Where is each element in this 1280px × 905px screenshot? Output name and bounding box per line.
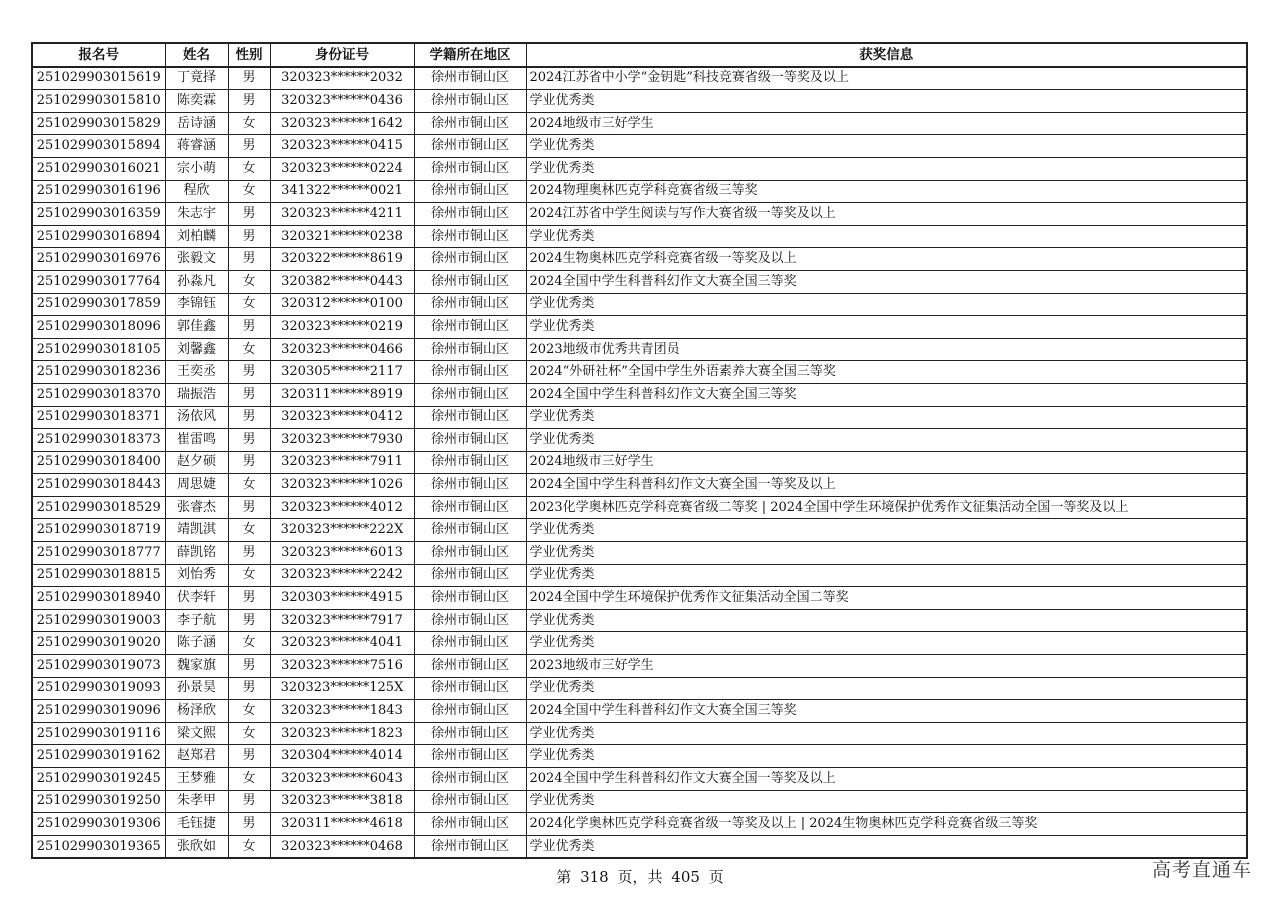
table-row [32, 655, 1247, 678]
cell-reg-no: 251029903018443 [32, 474, 165, 497]
cell-award: 学业优秀类 [526, 722, 1247, 745]
table-row [32, 203, 1247, 226]
cell-reg-no: 251029903019245 [32, 768, 165, 791]
cell-region: 徐州市铜山区 [414, 722, 526, 745]
cell-region: 徐州市铜山区 [414, 225, 526, 248]
cell-name: 王奕丞 [165, 361, 228, 384]
cell-award: 2024化学奥林匹克学科竞赛省级一等奖及以上 | 2024生物奥林匹克学科竞赛省级三等奖 [526, 813, 1247, 836]
table-row [32, 542, 1247, 565]
cell-award: 2024“外研社杯”全国中学生外语素养大赛全国三等奖 [526, 361, 1247, 384]
cell-id-no: 320323******3818 [270, 790, 414, 813]
cell-name: 孙景昊 [165, 677, 228, 700]
cell-name: 薛凯铭 [165, 542, 228, 565]
cell-name: 岳诗涵 [165, 112, 228, 135]
cell-award: 2024物理奥林匹克学科竞赛省级三等奖 [526, 180, 1247, 203]
cell-award: 学业优秀类 [526, 835, 1247, 858]
cell-name: 陈奕霖 [165, 90, 228, 113]
table-row [32, 293, 1247, 316]
watermark-text: 高考直通车 [1151, 859, 1252, 881]
cell-region: 徐州市铜山区 [414, 451, 526, 474]
cell-gender: 男 [228, 655, 270, 678]
cell-id-no: 320323******2032 [270, 67, 414, 90]
cell-region: 徐州市铜山区 [414, 429, 526, 452]
cell-award: 学业优秀类 [526, 677, 1247, 700]
col-header-region: 学籍所在地区 [414, 43, 526, 67]
cell-reg-no: 251029903019093 [32, 677, 165, 700]
cell-gender: 男 [228, 496, 270, 519]
cell-id-no: 320323******4012 [270, 496, 414, 519]
cell-name: 杨泽欣 [165, 700, 228, 723]
footer-suffix: 页 [708, 868, 724, 886]
cell-name: 孙淼凡 [165, 270, 228, 293]
col-header-award: 获奖信息 [526, 43, 1247, 67]
cell-reg-no: 251029903017764 [32, 270, 165, 293]
cell-reg-no: 251029903018400 [32, 451, 165, 474]
cell-name: 毛钰捷 [165, 813, 228, 836]
table-row [32, 474, 1247, 497]
cell-name: 梁文熙 [165, 722, 228, 745]
table-row [32, 519, 1247, 542]
cell-gender: 女 [228, 700, 270, 723]
cell-id-no: 320323******6043 [270, 768, 414, 791]
cell-id-no: 320303******4915 [270, 587, 414, 610]
table-row [32, 496, 1247, 519]
cell-award: 学业优秀类 [526, 316, 1247, 339]
cell-reg-no: 251029903019020 [32, 632, 165, 655]
cell-reg-no: 251029903018815 [32, 564, 165, 587]
cell-reg-no: 251029903016976 [32, 248, 165, 271]
cell-gender: 男 [228, 361, 270, 384]
cell-name: 程欣 [165, 180, 228, 203]
cell-id-no: 320382******0443 [270, 270, 414, 293]
table-row [32, 587, 1247, 610]
table-row [32, 745, 1247, 768]
cell-award: 2023化学奥林匹克学科竞赛省级二等奖 | 2024全国中学生环境保护优秀作文征集活动全国一等奖及以上 [526, 496, 1247, 519]
cell-gender: 男 [228, 677, 270, 700]
cell-region: 徐州市铜山区 [414, 496, 526, 519]
table-row [32, 180, 1247, 203]
table-row [32, 248, 1247, 271]
cell-name: 朱孝甲 [165, 790, 228, 813]
cell-name: 张毅文 [165, 248, 228, 271]
cell-id-no: 320323******0224 [270, 157, 414, 180]
cell-gender: 女 [228, 835, 270, 858]
cell-id-no: 320323******1026 [270, 474, 414, 497]
cell-award: 2024江苏省中学生阅读与写作大赛省级一等奖及以上 [526, 203, 1247, 226]
cell-gender: 女 [228, 768, 270, 791]
cell-region: 徐州市铜山区 [414, 813, 526, 836]
cell-gender: 男 [228, 429, 270, 452]
cell-id-no: 320304******4014 [270, 745, 414, 768]
cell-award: 2024江苏省中小学“金钥匙”科技竞赛省级一等奖及以上 [526, 67, 1247, 90]
cell-region: 徐州市铜山区 [414, 564, 526, 587]
cell-id-no: 320323******0466 [270, 338, 414, 361]
cell-name: 靖凯淇 [165, 519, 228, 542]
footer-mid: 页，共 [617, 868, 663, 886]
cell-award: 学业优秀类 [526, 542, 1247, 565]
cell-id-no: 320323******6013 [270, 542, 414, 565]
table-row [32, 609, 1247, 632]
cell-gender: 男 [228, 90, 270, 113]
cell-reg-no: 251029903019365 [32, 835, 165, 858]
cell-region: 徐州市铜山区 [414, 655, 526, 678]
cell-gender: 男 [228, 135, 270, 158]
table-row [32, 564, 1247, 587]
cell-gender: 男 [228, 67, 270, 90]
cell-award: 2024全国中学生科普科幻作文大赛全国三等奖 [526, 270, 1247, 293]
cell-gender: 女 [228, 157, 270, 180]
cell-id-no: 320323******1642 [270, 112, 414, 135]
cell-id-no: 341322******0021 [270, 180, 414, 203]
cell-reg-no: 251029903019073 [32, 655, 165, 678]
cell-reg-no: 251029903018529 [32, 496, 165, 519]
cell-id-no: 320323******125X [270, 677, 414, 700]
cell-award: 学业优秀类 [526, 90, 1247, 113]
cell-reg-no: 251029903019003 [32, 609, 165, 632]
col-header-reg-no: 报名号 [32, 43, 165, 67]
cell-id-no: 320323******2242 [270, 564, 414, 587]
cell-gender: 女 [228, 270, 270, 293]
table-row [32, 338, 1247, 361]
cell-gender: 女 [228, 632, 270, 655]
cell-id-no: 320323******7930 [270, 429, 414, 452]
table-row [32, 677, 1247, 700]
cell-award: 2024生物奥林匹克学科竞赛省级一等奖及以上 [526, 248, 1247, 271]
cell-id-no: 320323******7917 [270, 609, 414, 632]
cell-id-no: 320311******8919 [270, 383, 414, 406]
cell-award: 2024全国中学生科普科幻作文大赛全国三等奖 [526, 700, 1247, 723]
cell-name: 李子航 [165, 609, 228, 632]
cell-region: 徐州市铜山区 [414, 270, 526, 293]
cell-name: 张欣如 [165, 835, 228, 858]
cell-region: 徐州市铜山区 [414, 112, 526, 135]
cell-name: 汤依风 [165, 406, 228, 429]
cell-gender: 男 [228, 316, 270, 339]
cell-award: 学业优秀类 [526, 225, 1247, 248]
table-row [32, 67, 1247, 90]
table-row [32, 700, 1247, 723]
col-header-id-no: 身份证号 [270, 43, 414, 67]
cell-gender: 男 [228, 813, 270, 836]
cell-id-no: 320323******0412 [270, 406, 414, 429]
cell-id-no: 320323******4211 [270, 203, 414, 226]
cell-name: 宗小萌 [165, 157, 228, 180]
total-page-count: 405 [671, 868, 700, 886]
cell-award: 2023地级市优秀共青团员 [526, 338, 1247, 361]
cell-gender: 女 [228, 338, 270, 361]
col-header-gender: 性别 [228, 43, 270, 67]
cell-reg-no: 251029903015619 [32, 67, 165, 90]
cell-id-no: 320323******0436 [270, 90, 414, 113]
table-row [32, 270, 1247, 293]
cell-award: 2024地级市三好学生 [526, 451, 1247, 474]
cell-gender: 男 [228, 225, 270, 248]
cell-id-no: 320323******7911 [270, 451, 414, 474]
cell-reg-no: 251029903019162 [32, 745, 165, 768]
table-row [32, 361, 1247, 384]
table-row [32, 225, 1247, 248]
cell-reg-no: 251029903016894 [32, 225, 165, 248]
cell-region: 徐州市铜山区 [414, 180, 526, 203]
table-header-row [32, 43, 1247, 67]
cell-name: 郭佳鑫 [165, 316, 228, 339]
cell-name: 刘怡秀 [165, 564, 228, 587]
cell-award: 学业优秀类 [526, 632, 1247, 655]
cell-region: 徐州市铜山区 [414, 90, 526, 113]
table-row [32, 316, 1247, 339]
cell-reg-no: 251029903016196 [32, 180, 165, 203]
cell-reg-no: 251029903018719 [32, 519, 165, 542]
cell-award: 学业优秀类 [526, 519, 1247, 542]
cell-award: 学业优秀类 [526, 406, 1247, 429]
cell-gender: 女 [228, 112, 270, 135]
table-row [32, 429, 1247, 452]
table-row [32, 768, 1247, 791]
cell-region: 徐州市铜山区 [414, 338, 526, 361]
cell-region: 徐州市铜山区 [414, 361, 526, 384]
cell-gender: 男 [228, 406, 270, 429]
cell-reg-no: 251029903018777 [32, 542, 165, 565]
cell-id-no: 320323******0219 [270, 316, 414, 339]
cell-id-no: 320321******0238 [270, 225, 414, 248]
cell-id-no: 320312******0100 [270, 293, 414, 316]
cell-reg-no: 251029903018105 [32, 338, 165, 361]
cell-id-no: 320323******1823 [270, 722, 414, 745]
cell-id-no: 320311******4618 [270, 813, 414, 836]
cell-reg-no: 251029903015894 [32, 135, 165, 158]
cell-gender: 男 [228, 587, 270, 610]
col-header-name: 姓名 [165, 43, 228, 67]
current-page-number: 318 [580, 868, 609, 886]
cell-id-no: 320305******2117 [270, 361, 414, 384]
cell-reg-no: 251029903016021 [32, 157, 165, 180]
cell-region: 徐州市铜山区 [414, 67, 526, 90]
cell-region: 徐州市铜山区 [414, 519, 526, 542]
cell-name: 刘柏麟 [165, 225, 228, 248]
table-row [32, 406, 1247, 429]
cell-region: 徐州市铜山区 [414, 745, 526, 768]
cell-region: 徐州市铜山区 [414, 587, 526, 610]
table-row [32, 722, 1247, 745]
cell-reg-no: 251029903015829 [32, 112, 165, 135]
cell-reg-no: 251029903018236 [32, 361, 165, 384]
cell-region: 徐州市铜山区 [414, 293, 526, 316]
cell-gender: 男 [228, 203, 270, 226]
cell-region: 徐州市铜山区 [414, 677, 526, 700]
cell-reg-no: 251029903015810 [32, 90, 165, 113]
cell-gender: 女 [228, 519, 270, 542]
cell-id-no: 320323******0415 [270, 135, 414, 158]
table-row [32, 451, 1247, 474]
cell-reg-no: 251029903019096 [32, 700, 165, 723]
cell-name: 伏李轩 [165, 587, 228, 610]
cell-id-no: 320323******222X [270, 519, 414, 542]
cell-name: 朱志宇 [165, 203, 228, 226]
cell-award: 学业优秀类 [526, 293, 1247, 316]
cell-award: 学业优秀类 [526, 564, 1247, 587]
cell-region: 徐州市铜山区 [414, 474, 526, 497]
cell-award: 学业优秀类 [526, 429, 1247, 452]
cell-gender: 男 [228, 609, 270, 632]
table-row [32, 632, 1247, 655]
cell-name: 丁竟择 [165, 67, 228, 90]
cell-gender: 男 [228, 745, 270, 768]
cell-id-no: 320323******7516 [270, 655, 414, 678]
table-row [32, 157, 1247, 180]
table-row [32, 90, 1247, 113]
cell-award: 学业优秀类 [526, 609, 1247, 632]
cell-id-no: 320322******8619 [270, 248, 414, 271]
cell-region: 徐州市铜山区 [414, 700, 526, 723]
cell-award: 2024全国中学生科普科幻作文大赛全国一等奖及以上 [526, 768, 1247, 791]
cell-region: 徐州市铜山区 [414, 135, 526, 158]
cell-region: 徐州市铜山区 [414, 768, 526, 791]
table-row [32, 813, 1247, 836]
cell-region: 徐州市铜山区 [414, 316, 526, 339]
cell-award: 2024全国中学生科普科幻作文大赛全国三等奖 [526, 383, 1247, 406]
cell-reg-no: 251029903018370 [32, 383, 165, 406]
cell-reg-no: 251029903019116 [32, 722, 165, 745]
table-row [32, 835, 1247, 858]
footer-prefix: 第 [556, 868, 572, 886]
cell-name: 赵夕硕 [165, 451, 228, 474]
cell-gender: 男 [228, 790, 270, 813]
cell-name: 崔雷鸣 [165, 429, 228, 452]
cell-award: 2024全国中学生环境保护优秀作文征集活动全国二等奖 [526, 587, 1247, 610]
cell-name: 赵郑君 [165, 745, 228, 768]
cell-reg-no: 251029903016359 [32, 203, 165, 226]
cell-region: 徐州市铜山区 [414, 790, 526, 813]
cell-id-no: 320323******0468 [270, 835, 414, 858]
cell-gender: 女 [228, 564, 270, 587]
cell-gender: 女 [228, 293, 270, 316]
cell-region: 徐州市铜山区 [414, 383, 526, 406]
cell-gender: 女 [228, 722, 270, 745]
cell-gender: 男 [228, 248, 270, 271]
cell-name: 陈子涵 [165, 632, 228, 655]
cell-award: 学业优秀类 [526, 135, 1247, 158]
cell-region: 徐州市铜山区 [414, 835, 526, 858]
cell-reg-no: 251029903018096 [32, 316, 165, 339]
cell-region: 徐州市铜山区 [414, 609, 526, 632]
cell-award: 2024地级市三好学生 [526, 112, 1247, 135]
cell-reg-no: 251029903019250 [32, 790, 165, 813]
cell-award: 学业优秀类 [526, 157, 1247, 180]
table-row [32, 135, 1247, 158]
cell-name: 刘馨鑫 [165, 338, 228, 361]
cell-name: 周思婕 [165, 474, 228, 497]
cell-name: 王梦雅 [165, 768, 228, 791]
cell-region: 徐州市铜山区 [414, 406, 526, 429]
cell-award: 2023地级市三好学生 [526, 655, 1247, 678]
cell-reg-no: 251029903018373 [32, 429, 165, 452]
table-body [32, 67, 1247, 859]
cell-reg-no: 251029903017859 [32, 293, 165, 316]
cell-reg-no: 251029903018940 [32, 587, 165, 610]
cell-name: 瑞振浩 [165, 383, 228, 406]
cell-name: 魏家旗 [165, 655, 228, 678]
cell-region: 徐州市铜山区 [414, 248, 526, 271]
award-table [31, 42, 1248, 859]
cell-gender: 女 [228, 180, 270, 203]
cell-region: 徐州市铜山区 [414, 157, 526, 180]
page-footer [0, 866, 1280, 887]
cell-region: 徐州市铜山区 [414, 542, 526, 565]
cell-gender: 男 [228, 451, 270, 474]
cell-id-no: 320323******1843 [270, 700, 414, 723]
cell-reg-no: 251029903019306 [32, 813, 165, 836]
cell-region: 徐州市铜山区 [414, 632, 526, 655]
cell-name: 李锦钰 [165, 293, 228, 316]
cell-gender: 女 [228, 474, 270, 497]
table-row [32, 383, 1247, 406]
cell-gender: 男 [228, 542, 270, 565]
cell-name: 张睿杰 [165, 496, 228, 519]
cell-reg-no: 251029903018371 [32, 406, 165, 429]
cell-region: 徐州市铜山区 [414, 203, 526, 226]
cell-gender: 男 [228, 383, 270, 406]
cell-id-no: 320323******4041 [270, 632, 414, 655]
table-row [32, 790, 1247, 813]
cell-award: 学业优秀类 [526, 745, 1247, 768]
cell-award: 学业优秀类 [526, 790, 1247, 813]
cell-name: 蒋睿涵 [165, 135, 228, 158]
table-row [32, 112, 1247, 135]
cell-award: 2024全国中学生科普科幻作文大赛全国一等奖及以上 [526, 474, 1247, 497]
